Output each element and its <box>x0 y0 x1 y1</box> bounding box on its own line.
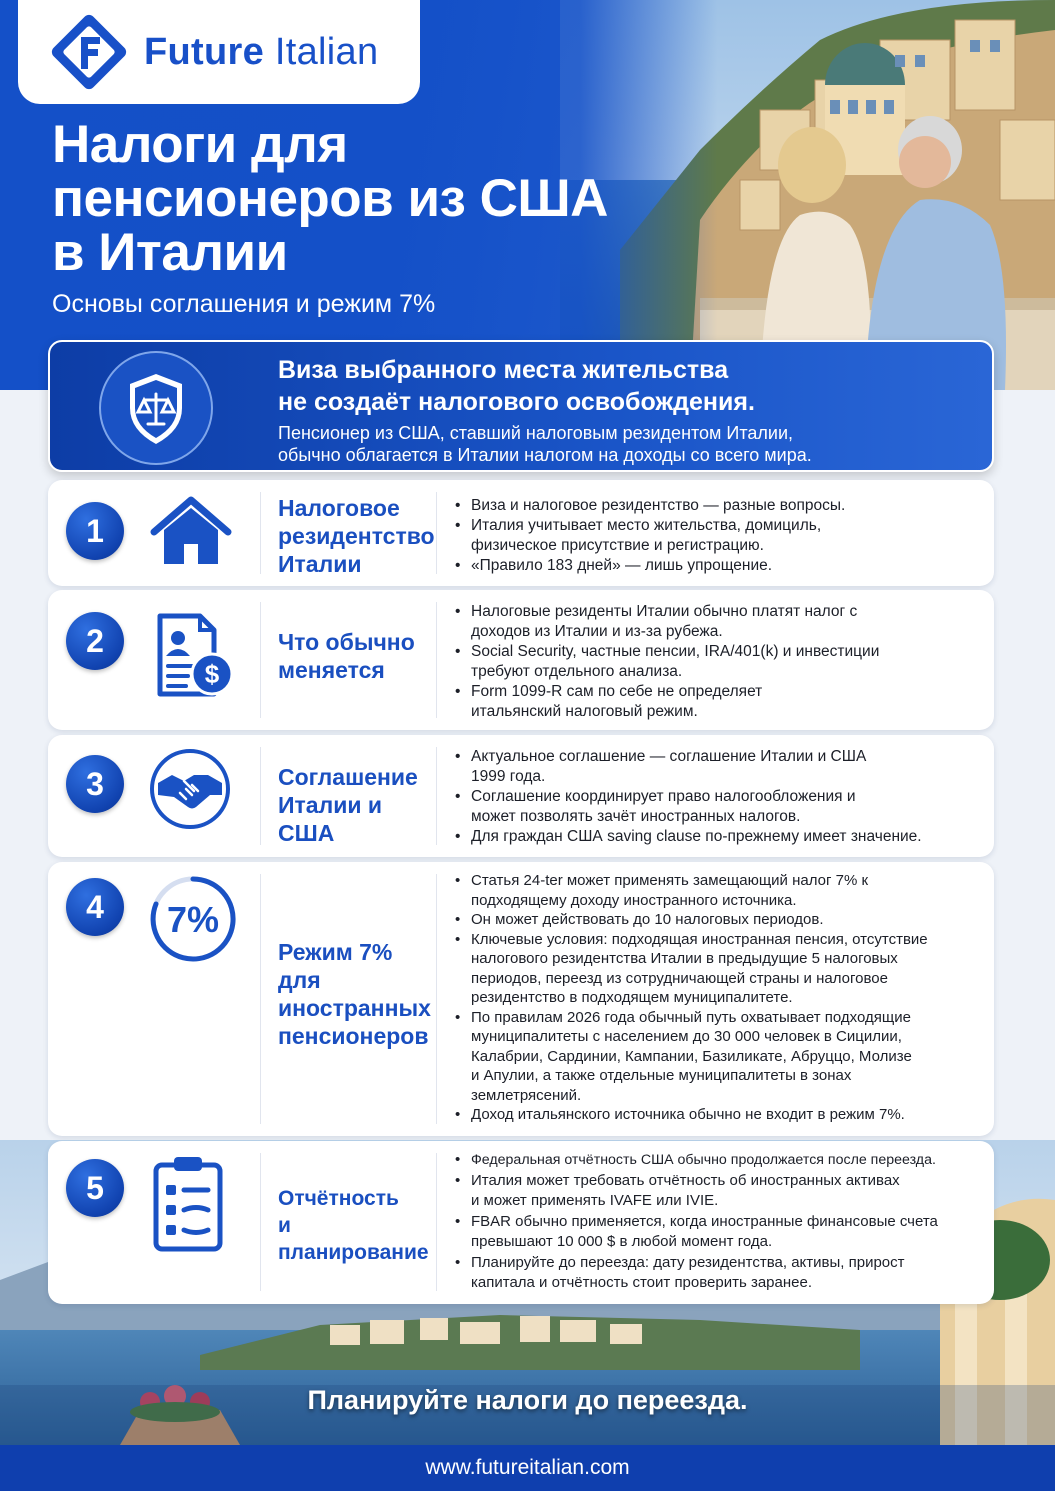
bullet-line: и Апулии, а также отдельные муниципалитеты в зонах <box>471 1067 852 1084</box>
bullet-list <box>454 871 994 1125</box>
section-italy-us-treaty <box>48 735 994 857</box>
list-item <box>454 930 994 1008</box>
divider <box>260 602 261 718</box>
bullet-list <box>454 602 989 722</box>
bullet-line: • Для граждан США saving clause по-прежнему имеет значение. <box>471 828 922 845</box>
bullet-line: • Федеральная отчётность США обычно продолжается после переезда. <box>471 1152 936 1168</box>
notice-title <box>278 354 978 418</box>
divider <box>436 492 437 574</box>
section-what-changes <box>48 590 994 730</box>
notice-title-line: Виза выбранного места жительства <box>278 356 729 384</box>
bullet-line: • Статья 24-ter может применять замещающий налог 7% к <box>471 872 869 889</box>
document-dollar-icon <box>148 610 240 700</box>
bullet-line: может позволять зачёт иностранных налогов. <box>471 808 801 825</box>
divider <box>436 602 437 718</box>
divider <box>260 747 261 845</box>
bullet-line: резидентство в подходящем муниципалитете. <box>471 989 793 1006</box>
bullet-line: • Актуальное соглашение — соглашение Италии и США <box>471 748 867 765</box>
list-item <box>454 787 989 827</box>
list-item <box>454 556 989 576</box>
brand-name-light: Italian <box>274 30 379 73</box>
notice-text-line: Пенсионер из США, ставший налоговым резидентом Италии, <box>278 423 794 443</box>
brand-logo[interactable] <box>18 0 420 104</box>
section-title <box>278 494 438 578</box>
bullet-list <box>454 747 989 847</box>
notice-text-line: обычно облагается в Италии налогом на доходы со всего мира. <box>278 445 812 465</box>
section-title <box>278 938 438 1050</box>
list-item <box>454 1253 994 1294</box>
seven-percent-icon <box>148 874 238 964</box>
section-title <box>278 763 438 847</box>
brand-name-bold: Future <box>144 30 265 73</box>
section-number: 1 <box>66 502 124 560</box>
section-reporting-planning <box>48 1141 994 1304</box>
handshake-icon <box>148 747 232 831</box>
notice-text <box>278 422 988 466</box>
section-title-line: Режим 7% для <box>278 939 393 993</box>
section-title-line: Соглашение <box>278 764 418 790</box>
divider <box>260 1153 261 1291</box>
bullet-line: Калабрии, Сардинии, Кампании, Базиликате, Абруццо, Молизе <box>471 1047 912 1065</box>
list-item <box>454 516 989 556</box>
divider <box>260 492 261 574</box>
section-title-line: Что обычно <box>278 629 415 655</box>
bullet-line: • Он может действовать до 10 налоговых периодов. <box>471 911 824 928</box>
list-item <box>454 910 994 930</box>
bullet-line: землетрясений. <box>471 1086 582 1104</box>
list-item <box>454 642 989 682</box>
bullet-line: • По правилам 2026 года обычный путь охватывает подходящие <box>471 1008 911 1026</box>
bullet-line: капитала и отчётность стоит проверить заранее. <box>471 1274 813 1291</box>
bullet-line: • Form 1099-R сам по себе не определяет <box>471 683 763 700</box>
bullet-list <box>454 1150 994 1294</box>
bullet-line: физическое присутствие и регистрацию. <box>471 537 764 554</box>
shield-scales-icon <box>98 350 214 466</box>
hero-header <box>0 0 1055 390</box>
divider <box>260 874 261 1124</box>
bullet-list <box>454 496 989 576</box>
footer-bar <box>0 1445 1055 1491</box>
bullet-line: • Виза и налоговое резидентство — разные вопросы. <box>471 497 846 514</box>
list-item <box>454 602 989 642</box>
section-title <box>278 1185 438 1266</box>
house-icon <box>148 494 234 570</box>
section-number: 5 <box>66 1159 124 1217</box>
bullet-line: и может применять IVAFE или IVIE. <box>471 1192 719 1209</box>
notice-banner <box>48 340 994 472</box>
section-title-line: Отчётность <box>278 1187 399 1210</box>
page-title-line: Налоги для <box>52 115 348 174</box>
section-number: 2 <box>66 612 124 670</box>
section-title-line: пенсионеров <box>278 1023 429 1049</box>
page-subtitle: Основы соглашения и режим 7% <box>52 290 436 318</box>
website-link[interactable]: www.futureitalian.com <box>425 1456 630 1479</box>
bullet-line: налогового резидентства Италии в предыдущие 5 налоговых <box>471 950 898 967</box>
list-item <box>454 871 994 910</box>
section-number: 4 <box>66 878 124 936</box>
page-title <box>52 115 652 282</box>
bullet-line: требуют отдельного анализа. <box>471 663 683 680</box>
seven-percent-label: 7% <box>166 899 220 940</box>
clipboard-checklist-icon <box>148 1153 228 1253</box>
bullet-line: муниципалитеты с населением до 30 000 человек в Сицилии, <box>471 1028 902 1045</box>
list-item <box>454 747 989 787</box>
notice-title-line: не создаёт налогового освобождения. <box>278 388 755 416</box>
section-title-line: меняется <box>278 657 385 683</box>
list-item <box>454 1171 994 1212</box>
list-item <box>454 1150 994 1171</box>
list-item <box>454 1212 994 1253</box>
bullet-line: доходов из Италии и из-за рубежа. <box>471 623 723 640</box>
list-item <box>454 1105 994 1125</box>
section-title-line: и планирование <box>278 1214 429 1264</box>
list-item <box>454 682 989 722</box>
bullet-line: • Ключевые условия: подходящая иностранная пенсия, отсутствие <box>471 930 928 948</box>
bullet-line: итальянский налоговый режим. <box>471 703 698 720</box>
section-title <box>278 628 438 684</box>
list-item <box>454 496 989 516</box>
section-seven-percent-regime <box>48 862 994 1136</box>
list-item <box>454 1008 994 1106</box>
section-title-line: Италии <box>278 551 362 577</box>
bullet-line: 1999 года. <box>471 768 546 785</box>
bullet-line: • Планируйте до переезда: дату резидентства, активы, прирост <box>471 1253 905 1271</box>
page-title-line: пенсионеров из США <box>52 169 608 228</box>
divider <box>436 747 437 845</box>
section-number: 3 <box>66 755 124 813</box>
brand-name <box>144 31 378 74</box>
section-title-line: резидентство <box>278 523 435 549</box>
svg-text:$: $ <box>204 659 220 689</box>
bullet-line: • Италия может требовать отчётность об иностранных активах <box>471 1171 900 1189</box>
bullet-line: • «Правило 183 дней» — лишь упрощение. <box>471 557 773 574</box>
footer-slogan: Планируйте налоги до переезда. <box>307 1385 748 1415</box>
bullet-line: • Соглашение координирует право налогообложения и <box>471 788 856 805</box>
list-item <box>454 827 989 847</box>
bullet-line: • FBAR обычно применяется, когда иностранные финансовые счета <box>471 1212 938 1230</box>
page-title-line: в Италии <box>52 223 288 282</box>
bullet-line: превышают 10 000 $ в любой момент года. <box>471 1233 773 1250</box>
divider <box>436 1153 437 1291</box>
bullet-line: подходящему доходу иностранного источника. <box>471 891 797 909</box>
divider <box>436 874 437 1124</box>
future-italian-logo-icon <box>48 11 130 93</box>
bullet-line: • Налоговые резиденты Италии обычно платят налог с <box>471 603 858 620</box>
section-title-line: Налоговое <box>278 495 400 521</box>
bullet-line: • Social Security, частные пенсии, IRA/401(k) и инвестиции <box>471 643 880 660</box>
section-title-line: Италии и США <box>278 792 383 846</box>
section-tax-residency <box>48 480 994 586</box>
section-title-line: иностранных <box>278 995 431 1021</box>
bullet-line: периодов, переезд из сотрудничающей страны и налоговое <box>471 969 888 987</box>
bullet-line: • Доход итальянского источника обычно не входит в режим 7%. <box>471 1106 905 1123</box>
bullet-line: • Италия учитывает место жительства, домициль, <box>471 517 822 534</box>
